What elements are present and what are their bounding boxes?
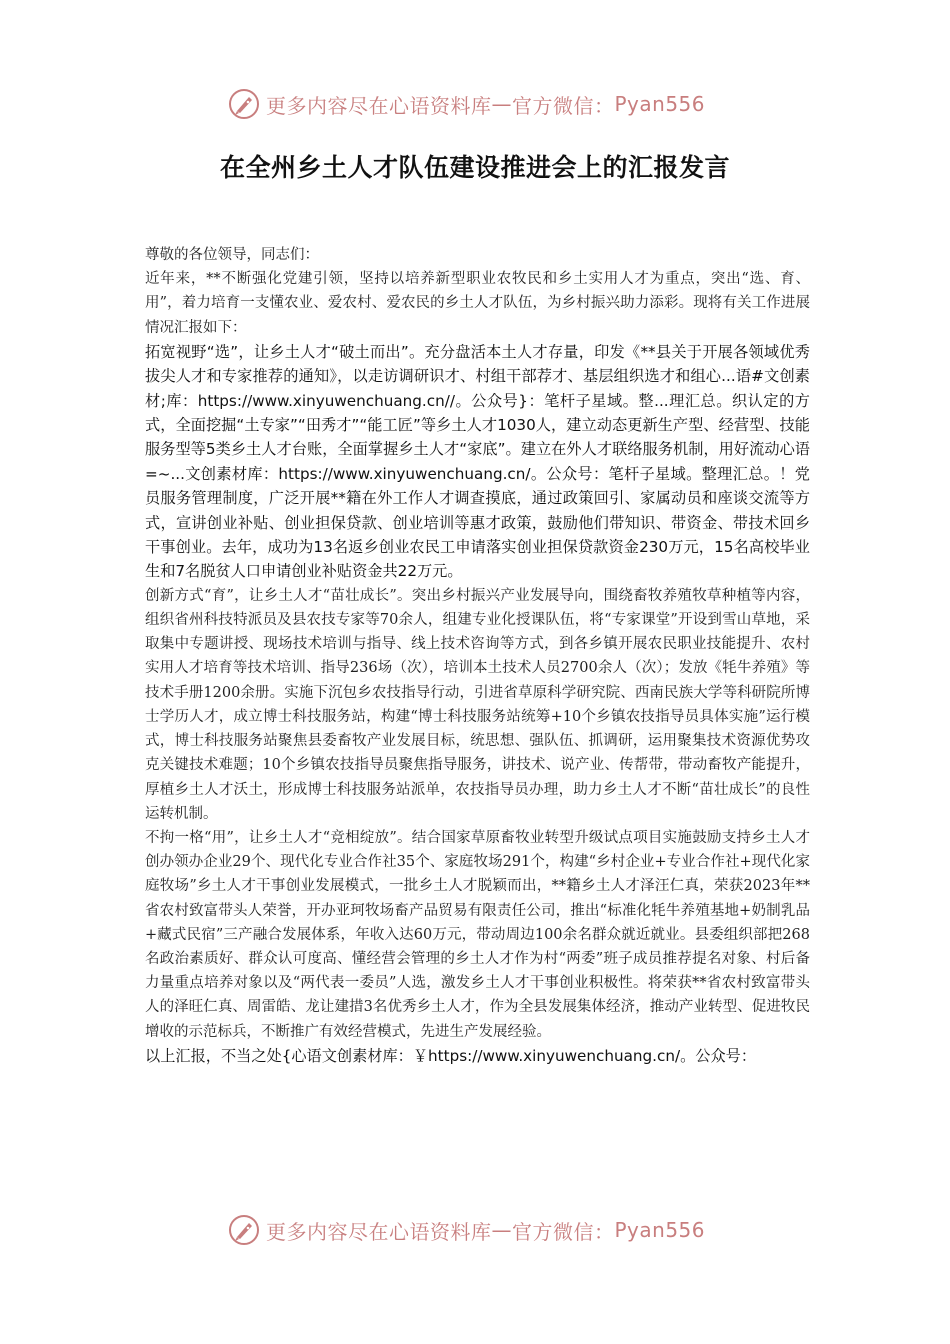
watermark-wechat-id: Pyan556 (614, 92, 706, 116)
intro-paragraph: 近年来，**不断强化党建引领，坚持以培养新型职业农牧民和乡土实用人才为重点，突出“选、育、用”，着力培育一支懂农业、爱农村、爱农民的乡土人才队伍，为乡村振兴助力添彩。现将有关工作进展情况汇报如下： (145, 271, 810, 336)
watermark-separator: — (491, 92, 512, 116)
watermark-wechat-id: Pyan556 (614, 1218, 706, 1242)
pen-nib-logo-icon (228, 1214, 260, 1246)
select-talent-paragraph: 拓宽视野“选”，让乡土人才“破土而出”。充分盘活本土人才存量，印发《**县关于开展各领域优秀拔尖人才和专家推荐的通知》，以走访调研识才、村组干部荐才、基层组织选才和组心...语#文创素材;库：https://www.xinyuwenchuang.cn//。公众号}：笔杆子星域。整...理汇总。织认定的方式，全面挖掘“土专家”“田秀才”“能工匠”等乡土人才1030人，建立动态更新生产型、经营型、技能服务型等5类乡土人才台账，全面掌握乡土人才“家底”。建立在外人才联络服务机制，用好流动心语=~...文创素材库：https://www.xinyuwenchuang.cn/。公众号：笔杆子星域。整理汇总。！党员服务管理制度，广泛开展**籍在外工作人才调查摸底，通过政策回引、家属动员和座谈交流等方式，宣讲创业补贴、创业担保贷款、创业培训等惠才政策，鼓励他们带知识、带资金、带技术回乡干事创业。去年，成功为13名返乡创业农民工申请落实创业担保贷款资金230万元，15名高校毕业生和7名脱贫人口申请创业补贴资金共22万元。 (145, 342, 810, 581)
watermark-text: 更多内容尽在心语资料库 (266, 1219, 492, 1244)
cultivate-talent-paragraph: 创新方式“育”，让乡土人才“苗壮成长”。突出乡村振兴产业发展导向，围绕畜牧养殖牧草种植等内容，组织省州科技特派员及县农技专家等70余人，组建专业化授课队伍，将“专家课堂”开设到雪山草地，采取集中专题讲授、现场技术培训与指导、线上技术咨询等方式，到各乡镇开展农民职业技能提升、农村实用人才培育等技术培训、指导236场（次），培训本土技术人员2700余人（次）；发放《牦牛养殖》等技术手册1200余册。实施下沉包乡农技指导行动，引进省草原科学研究院、西南民族大学等科研院所博士学历人才，成立博士科技服务站，构建“博士科技服务站统筹+10个乡镇农技指导员具体实施”运行模式，博士科技服务站聚焦县委畜牧产业发展目标，统思想、强队伍、抓调研，运用聚集技术资源优势攻克关键技术难题；10个乡镇农技指导员聚焦指导服务，讲技术、说产业、传帮带，带动畜牧产能提升，厚植乡土人才沃土，形成博士科技服务站派单，农技指导员办理，助力乡土人才不断“苗壮成长”的良性运转机制。 (145, 587, 810, 822)
document-title: 在全州乡土人才队伍建设推进会上的汇报发言 (219, 153, 730, 182)
use-talent-paragraph: 不拘一格“用”，让乡土人才“竞相绽放”。结合国家草原畜牧业转型升级试点项目实施鼓励支持乡土人才创办领办企业29个、现代化专业合作社35个、家庭牧场291个，构建“乡村企业+专业合作社+现代化家庭牧场”乡土人才干事创业发展模式，一批乡土人才脱颖而出，**籍乡土人才泽汪仁真，荣获2023年**省农村致富带头人荣誉，开办亚珂牧场畜产品贸易有限责任公司，推出“标准化牦牛养殖基地+奶制乳品+藏式民宿”三产融合发展体系，年收入达60万元，带动周边100余名群众就近就业。县委组织部把268名政治素质好、群众认可度高、懂经营会管理的乡土人才作为村“两委”班子成员推荐提名对象、村后备力量重点培养对象以及“两代表一委员”人选，激发乡土人才干事创业积极性。将荣获**省农村致富带头人的泽旺仁真、周雷皓、龙让建措3名优秀乡土人才，作为全县发展集体经济，推动产业转型、促进牧民增收的示范标兵，不断推广有效经营模式，先进生产发展经验。 (145, 829, 810, 1040)
watermark-suffix: 官方微信： (512, 93, 615, 118)
watermark-banner-bottom (228, 1212, 728, 1248)
closing-paragraph: 以上汇报，不当之处{心语文创素材库：￥https://www.xinyuwenchuang.cn/。公众号： (145, 1046, 757, 1065)
watermark-banner-top (228, 86, 728, 122)
watermark-text: 更多内容尽在心语资料库 (266, 93, 492, 118)
salutation-paragraph: 尊敬的各位领导，同志们： (145, 247, 319, 263)
watermark-separator: — (491, 1218, 512, 1242)
pen-nib-logo-icon (228, 88, 260, 120)
document-body (145, 243, 810, 1068)
watermark-suffix: 官方微信： (512, 1219, 615, 1244)
